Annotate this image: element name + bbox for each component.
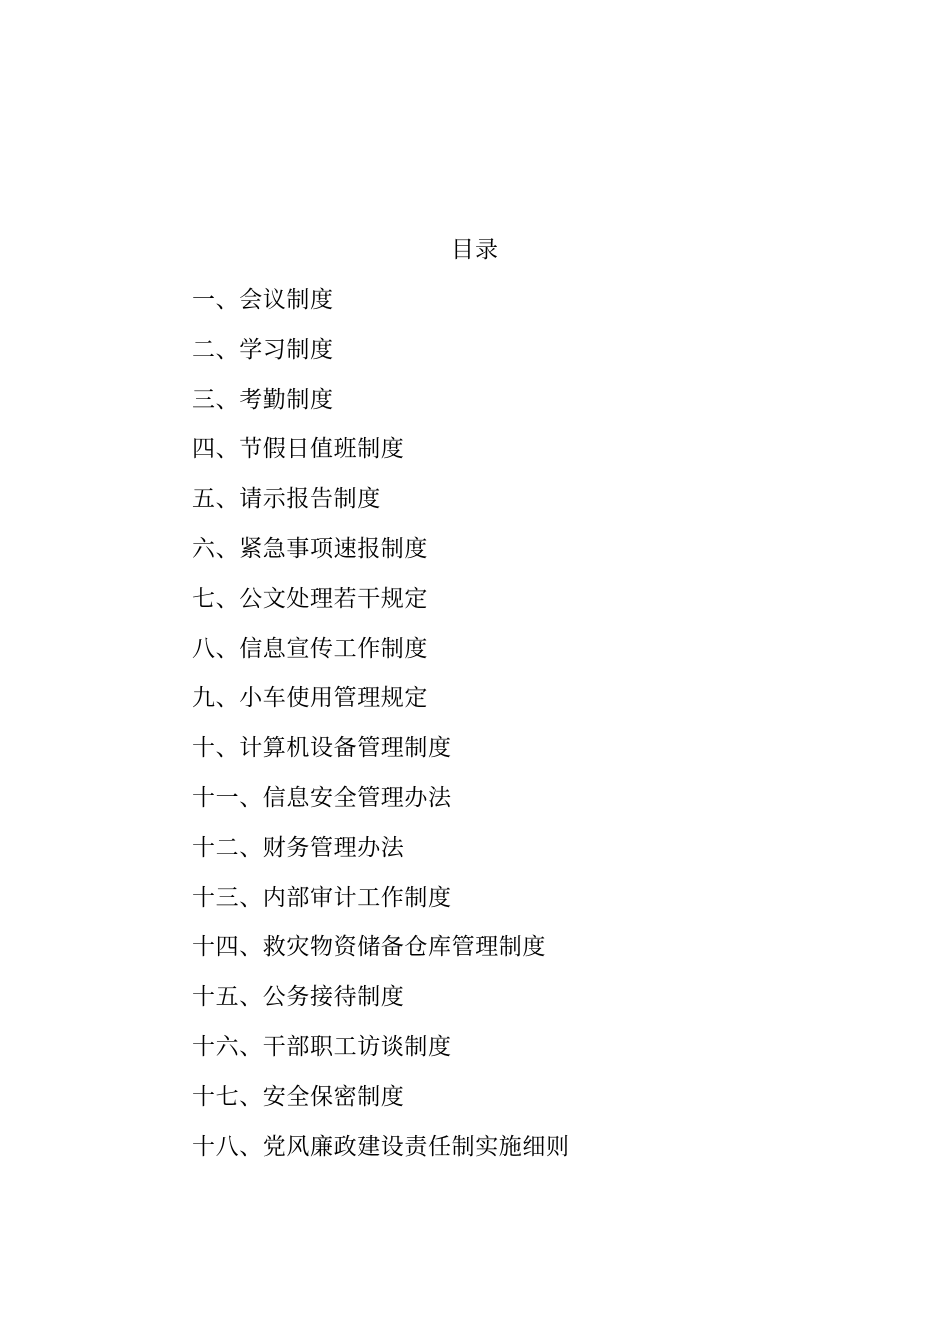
toc-item: 十六、干部职工访谈制度 xyxy=(192,1033,452,1060)
toc-item: 十、计算机设备管理制度 xyxy=(192,735,452,762)
toc-item: 二、学习制度 xyxy=(192,336,334,363)
toc-item: 九、小车使用管理规定 xyxy=(192,685,428,712)
toc-item: 六、紧急事项速报制度 xyxy=(192,535,428,562)
toc-item: 十四、救灾物资储备仓库管理制度 xyxy=(192,934,546,961)
toc-item: 十一、信息安全管理办法 xyxy=(192,784,452,811)
toc-item: 十五、公务接待制度 xyxy=(192,984,405,1011)
toc-item: 五、请示报告制度 xyxy=(192,486,381,513)
toc-list xyxy=(192,282,570,1178)
toc-item: 十八、党风廉政建设责任制实施细则 xyxy=(192,1133,570,1160)
toc-item: 四、节假日值班制度 xyxy=(192,436,405,463)
toc-item: 一、会议制度 xyxy=(192,287,334,313)
toc-item: 十三、内部审计工作制度 xyxy=(192,884,452,911)
toc-item: 三、考勤制度 xyxy=(192,386,334,413)
toc-item: 七、公文处理若干规定 xyxy=(192,585,428,612)
toc-item: 十二、财务管理办法 xyxy=(192,834,405,861)
toc-item: 十七、安全保密制度 xyxy=(192,1083,405,1110)
toc-item: 八、信息宣传工作制度 xyxy=(192,635,428,662)
toc-title: 目录 xyxy=(451,237,499,263)
